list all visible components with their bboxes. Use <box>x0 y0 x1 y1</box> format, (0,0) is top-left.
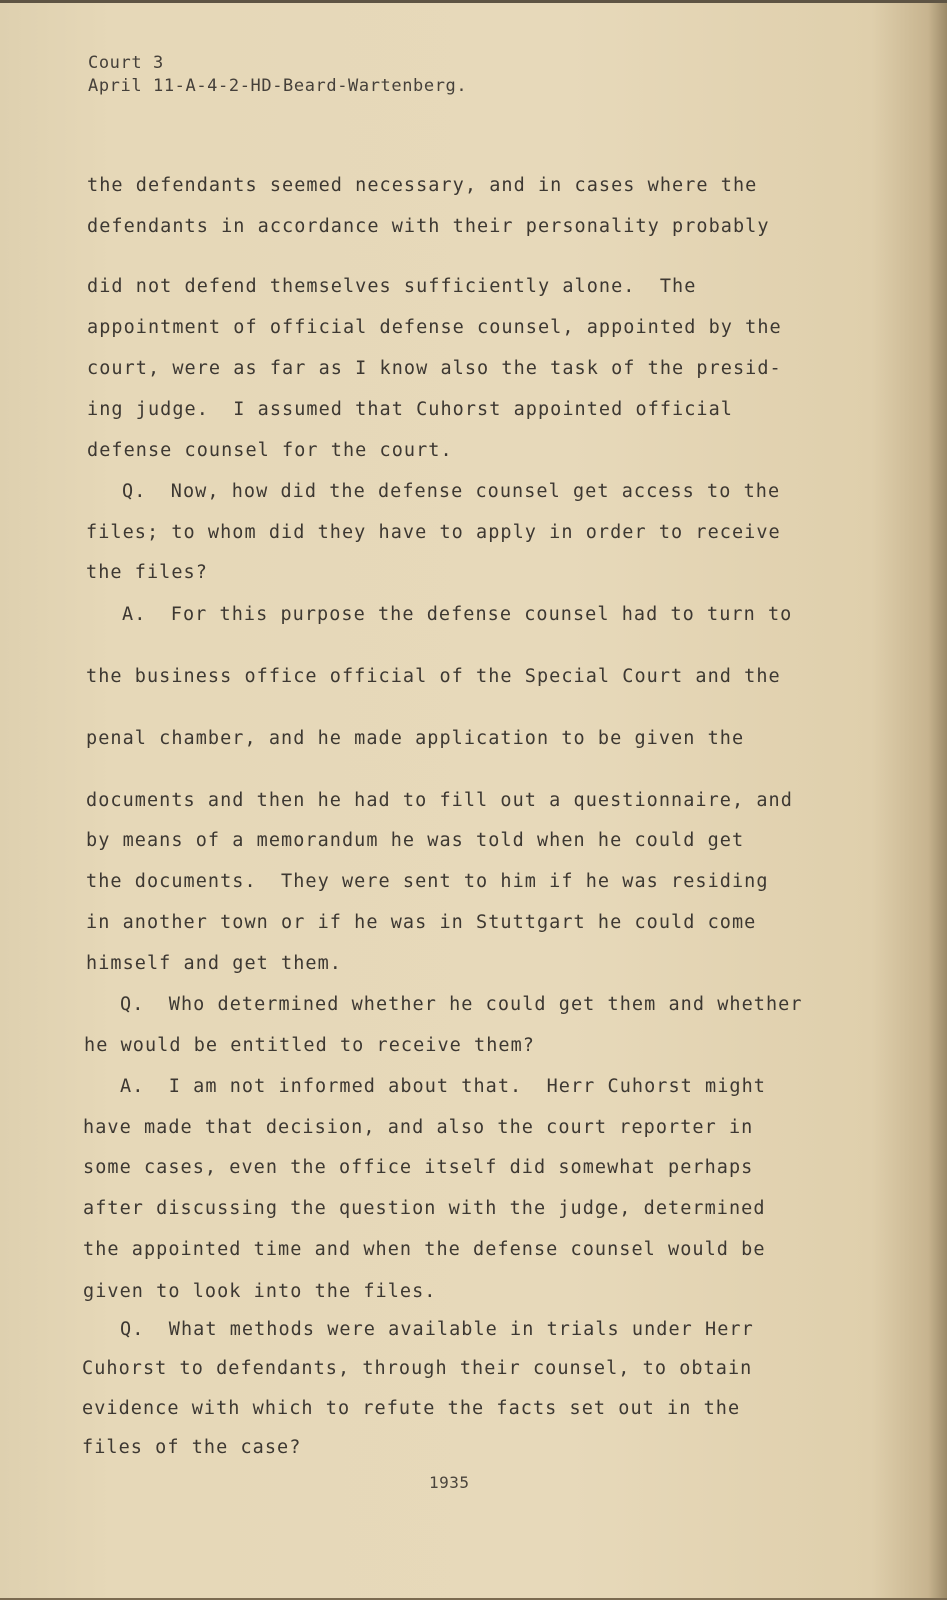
page-number: 1935 <box>429 1473 470 1492</box>
court-label: Court 3 <box>88 53 164 73</box>
text-line: by means of a memorandum he was told when he could get <box>86 830 745 851</box>
text-line: he would be entitled to receive them? <box>84 1035 535 1056</box>
text-line: Q. Who determined whether he could get them and whether <box>120 994 803 1015</box>
text-line: defense counsel for the court. <box>87 440 453 461</box>
text-line: the defendants seemed necessary, and in cases where the <box>87 175 758 196</box>
text-line: the files? <box>86 562 208 583</box>
text-line: Cuhorst to defendants, through their counsel, to obtain <box>82 1358 753 1379</box>
text-line: the documents. They were sent to him if he was residing <box>86 871 769 892</box>
text-line: appointment of official defense counsel, appointed by the <box>87 317 782 338</box>
text-line: Q. What methods were available in trials under Herr <box>120 1319 754 1340</box>
text-line: did not defend themselves sufficiently alone. The <box>87 276 697 297</box>
text-line: himself and get them. <box>86 953 342 974</box>
text-line: given to look into the files. <box>83 1281 437 1302</box>
text-line: files; to whom did they have to apply in order to receive <box>86 522 781 543</box>
text-line: court, were as far as I know also the task of the presid- <box>87 358 782 379</box>
text-line: the business office official of the Special Court and the <box>86 666 781 687</box>
text-line: documents and then he had to fill out a questionnaire, and <box>86 790 793 811</box>
text-line: have made that decision, and also the court reporter in <box>83 1117 754 1138</box>
text-line: the appointed time and when the defense counsel would be <box>83 1239 766 1260</box>
text-line: in another town or if he was in Stuttgart he could come <box>86 912 757 933</box>
text-line: defendants in accordance with their personality probably <box>87 216 770 237</box>
text-line: after discussing the question with the judge, determined <box>83 1198 766 1219</box>
text-line: A. I am not informed about that. Herr Cuhorst might <box>120 1076 766 1097</box>
text-line: files of the case? <box>82 1437 302 1458</box>
text-line: Q. Now, how did the defense counsel get access to the <box>122 481 781 502</box>
text-line: ing judge. I assumed that Cuhorst appointed official <box>87 399 733 420</box>
text-line: evidence with which to refute the facts set out in the <box>82 1398 741 1419</box>
text-line: penal chamber, and he made application to be given the <box>86 728 745 749</box>
text-line: A. For this purpose the defense counsel had to turn to <box>122 604 793 625</box>
text-line: some cases, even the office itself did somewhat perhaps <box>83 1157 754 1178</box>
document-reference: April 11-A-4-2-HD-Beard-Wartenberg. <box>88 76 468 96</box>
